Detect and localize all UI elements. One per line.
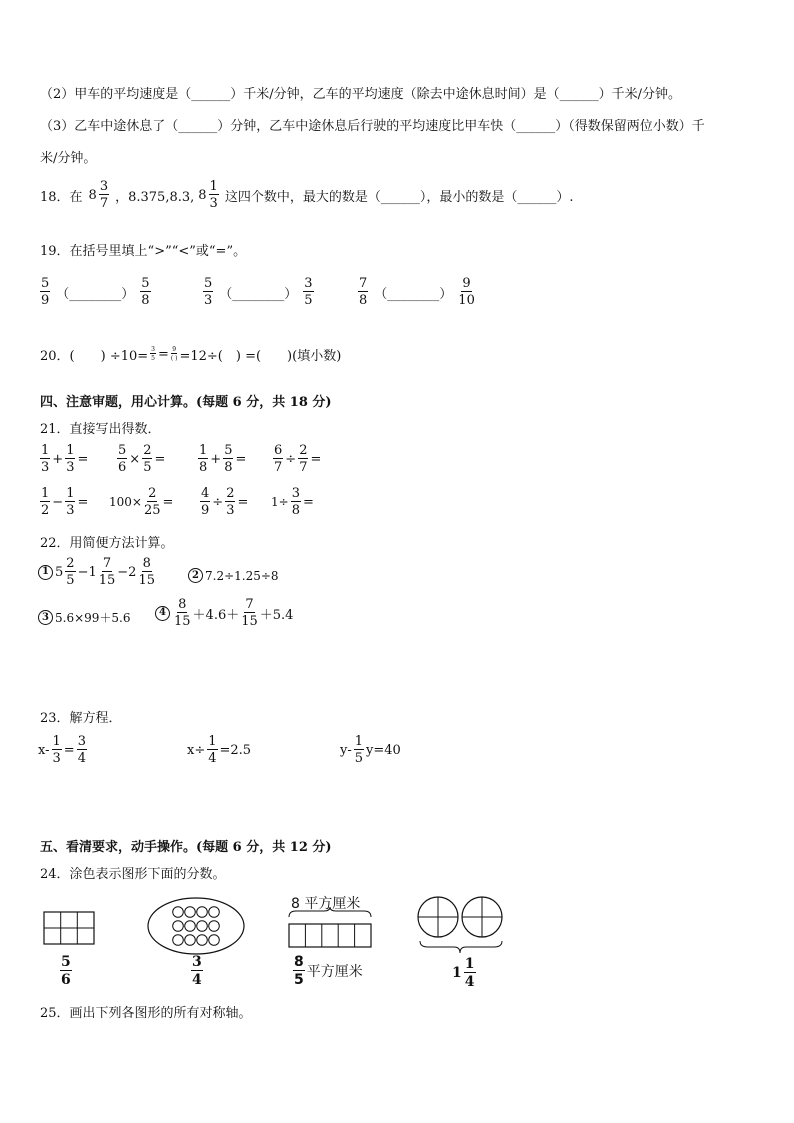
q24-title: 24．涂色表示图形下面的分数。 <box>40 867 226 882</box>
figure-1-fraction <box>58 955 74 987</box>
q21-expr-3 <box>196 444 246 474</box>
denominator: 5 <box>354 751 364 766</box>
numerator: 2 <box>148 486 157 501</box>
numerator: 2 <box>226 486 235 501</box>
numerator: 9 <box>172 346 177 353</box>
denominator: 15 <box>174 614 191 629</box>
operator: × <box>129 451 141 467</box>
denominator: 4 <box>464 974 475 990</box>
q19-item-3 <box>356 277 477 307</box>
denominator: 8 <box>224 460 233 475</box>
denominator: 6 <box>61 972 71 988</box>
figure-3-fraction <box>291 955 363 987</box>
numerator: 5 <box>118 443 127 458</box>
figure-2-fraction <box>189 955 205 987</box>
denominator: 15 <box>241 614 258 629</box>
circled-number-1: 1 <box>38 565 53 580</box>
numerator: 1 <box>208 734 217 749</box>
numerator: 4 <box>201 486 210 501</box>
q19-item-2 <box>201 277 316 307</box>
whole-part: 8 <box>198 187 207 203</box>
equals-sign: = <box>77 494 89 510</box>
operator: ÷ <box>285 451 297 467</box>
equals-sign: = <box>77 451 89 467</box>
equals-sign: = <box>154 451 166 467</box>
denominator: 2 <box>41 503 50 518</box>
numerator: 2 <box>299 443 308 458</box>
numerator: 3 <box>151 346 155 353</box>
denominator: 3 <box>204 293 213 308</box>
q18 <box>40 180 573 210</box>
q19-item-1 <box>38 277 153 307</box>
denominator: 3 <box>52 751 61 766</box>
answer-blank[interactable]: （________） <box>56 286 135 302</box>
denominator: 3 <box>66 460 75 475</box>
strip-figure[interactable] <box>288 907 372 949</box>
equation-text: x- <box>38 742 50 758</box>
numerator: 7 <box>245 597 254 612</box>
denominator: 4 <box>192 972 202 988</box>
denominator: 8 <box>291 503 300 518</box>
answer-blank[interactable]: （________） <box>374 286 453 302</box>
numerator: 9 <box>462 276 471 291</box>
numerator: 8 <box>142 556 151 571</box>
q21-expr-1 <box>38 444 88 474</box>
numerator: 1 <box>41 443 50 458</box>
whole-part: 8 <box>88 187 97 203</box>
operator: ＋4.6＋ <box>192 607 240 623</box>
ellipse-circles-figure[interactable] <box>146 896 246 956</box>
mixed-number-1 <box>89 180 112 210</box>
operator: + <box>210 451 222 467</box>
numerator: 3 <box>77 734 86 749</box>
area-unit: 平方厘米 <box>306 964 363 980</box>
operand-prefix: 100× <box>109 495 142 509</box>
equation-text: =2.5 <box>219 742 252 758</box>
numerator: 3 <box>99 179 109 194</box>
q22-expr-2 <box>188 568 279 583</box>
q17-line-2: （2）甲车的平均速度是（______）千米/分钟，乙车的平均速度（除去中途休息时间）是（______）千米/分钟。 <box>40 87 682 102</box>
equals-sign: = <box>235 451 247 467</box>
denominator: 8 <box>359 293 368 308</box>
expression-text: 7.2÷1.25÷8 <box>205 568 279 583</box>
numerator: 3 <box>192 954 202 970</box>
numerator: 5 <box>141 276 150 291</box>
denominator: 6 <box>118 460 127 475</box>
q22-expr-4 <box>155 598 293 628</box>
circled-number-4: 4 <box>155 606 170 621</box>
numerator: 6 <box>274 443 283 458</box>
mixed-number-2 <box>198 180 221 210</box>
denominator: 25 <box>143 503 161 518</box>
numerator: 5 <box>204 276 213 291</box>
q23-title: 23．解方程． <box>40 711 122 726</box>
q21-expr-6 <box>109 487 173 517</box>
equation-text: x÷ <box>187 742 206 758</box>
section-5-title: 五、看清要求，动手操作。(每题 6 分，共 12 分) <box>40 840 332 855</box>
q20-part-2: =12÷( ) =( )(填小数) <box>179 349 342 364</box>
numerator: 2 <box>143 443 152 458</box>
section-4-title: 四、注意审题，用心计算。(每题 6 分，共 18 分) <box>40 395 332 410</box>
equals-sign: = <box>310 451 322 467</box>
quartered-circles-figure[interactable] <box>416 895 506 957</box>
operator: + <box>52 451 64 467</box>
numerator: 1 <box>66 486 75 501</box>
denominator: 5 <box>143 460 152 475</box>
circled-number-3: 3 <box>38 610 53 625</box>
equation-text: y- <box>340 742 352 758</box>
numerator: 2 <box>66 556 75 571</box>
q20-part-1: 20．( ) ÷10= <box>40 349 149 364</box>
q18-mid-text: ，8.375,8.3, <box>115 189 195 205</box>
q21-expr-7 <box>198 487 248 517</box>
operator: ÷ <box>212 494 224 510</box>
denominator: 4 <box>77 751 86 766</box>
denominator: 7 <box>99 196 109 211</box>
denominator: 4 <box>208 751 217 766</box>
q21-title: 21．直接写出得数． <box>40 422 161 437</box>
q22-title: 22．用简便方法计算。 <box>40 536 174 551</box>
numerator: 5 <box>61 954 71 970</box>
denominator: 3 <box>66 503 75 518</box>
denominator: 9 <box>201 503 210 518</box>
q20 <box>40 345 341 364</box>
denominator: 5 <box>66 573 75 588</box>
denominator: 9 <box>41 293 50 308</box>
numerator: 1 <box>52 734 61 749</box>
denominator: 8 <box>199 460 208 475</box>
circled-number-2: 2 <box>188 568 203 583</box>
operator: −1 <box>77 564 97 580</box>
denominator: ( ) <box>170 355 178 362</box>
numerator: 3 <box>304 276 313 291</box>
q17-line-3-cont: 米/分钟。 <box>40 151 97 166</box>
numerator: 7 <box>359 276 368 291</box>
q21-expr-5 <box>38 487 88 517</box>
equation-text: = <box>63 742 75 758</box>
denominator: 5 <box>294 972 304 988</box>
q19-title: 19．在括号里填上“>”“<”或“=”。 <box>40 244 247 259</box>
equals-sign: = <box>162 494 174 510</box>
numerator: 1 <box>199 443 208 458</box>
denominator: 15 <box>138 573 155 588</box>
numerator: 8 <box>178 597 187 612</box>
q17-line-3: （3）乙车中途休息了（______）分钟，乙车中途休息后行驶的平均速度比甲车快（______）（得数保留两位小数）千 <box>40 119 705 134</box>
denominator: 3 <box>41 460 50 475</box>
q21-expr-2 <box>115 444 165 474</box>
denominator: 8 <box>141 293 150 308</box>
figure-4-fraction <box>452 957 478 989</box>
q18-label: 18．在 <box>40 189 83 205</box>
equals-sign: = <box>237 494 249 510</box>
denominator: 7 <box>274 460 283 475</box>
numerator: 7 <box>102 556 112 571</box>
q23-equation-2 <box>187 735 251 765</box>
q23-equation-3 <box>340 735 401 765</box>
q25-title: 25．画出下列各图形的所有对称轴。 <box>40 1006 252 1021</box>
denominator: 10 <box>458 293 475 308</box>
numerator: 3 <box>291 486 300 501</box>
numerator: 1 <box>66 443 75 458</box>
q23-equation-1 <box>38 735 89 765</box>
operand-prefix: 1÷ <box>271 495 289 509</box>
denominator: 5 <box>151 355 155 362</box>
numerator: 1 <box>41 486 50 501</box>
q21-expr-4 <box>271 444 321 474</box>
whole-part: 5 <box>55 564 64 580</box>
answer-blank[interactable]: （________） <box>219 286 298 302</box>
numerator: 1 <box>209 179 218 194</box>
numerator: 5 <box>224 443 233 458</box>
grid-rectangle-figure[interactable] <box>43 911 95 945</box>
q21-expr-8 <box>271 487 314 517</box>
equals-sign: = <box>302 494 314 510</box>
operator: −2 <box>117 564 137 580</box>
numerator: 1 <box>464 956 475 972</box>
numerator: 1 <box>354 734 364 749</box>
denominator: 5 <box>304 293 313 308</box>
denominator: 15 <box>98 573 116 588</box>
operator: ＋5.4 <box>259 607 294 623</box>
q18-tail-text: 这四个数中，最大的数是（______），最小的数是（______）. <box>224 189 574 205</box>
denominator: 3 <box>226 503 235 518</box>
numerator: 8 <box>294 954 304 970</box>
denominator: 3 <box>209 196 218 211</box>
q22-expr-1 <box>38 557 157 587</box>
equation-text: y=40 <box>366 742 401 758</box>
denominator: 7 <box>299 460 308 475</box>
area-top-label: 8 平方厘米 <box>291 896 361 912</box>
expression-text: 5.6×99＋5.6 <box>55 611 131 625</box>
numerator: 5 <box>41 276 50 291</box>
equals-sign: = <box>157 347 169 362</box>
q22-expr-3 <box>38 609 131 626</box>
operator: − <box>52 494 64 510</box>
whole-part: 1 <box>452 965 462 981</box>
